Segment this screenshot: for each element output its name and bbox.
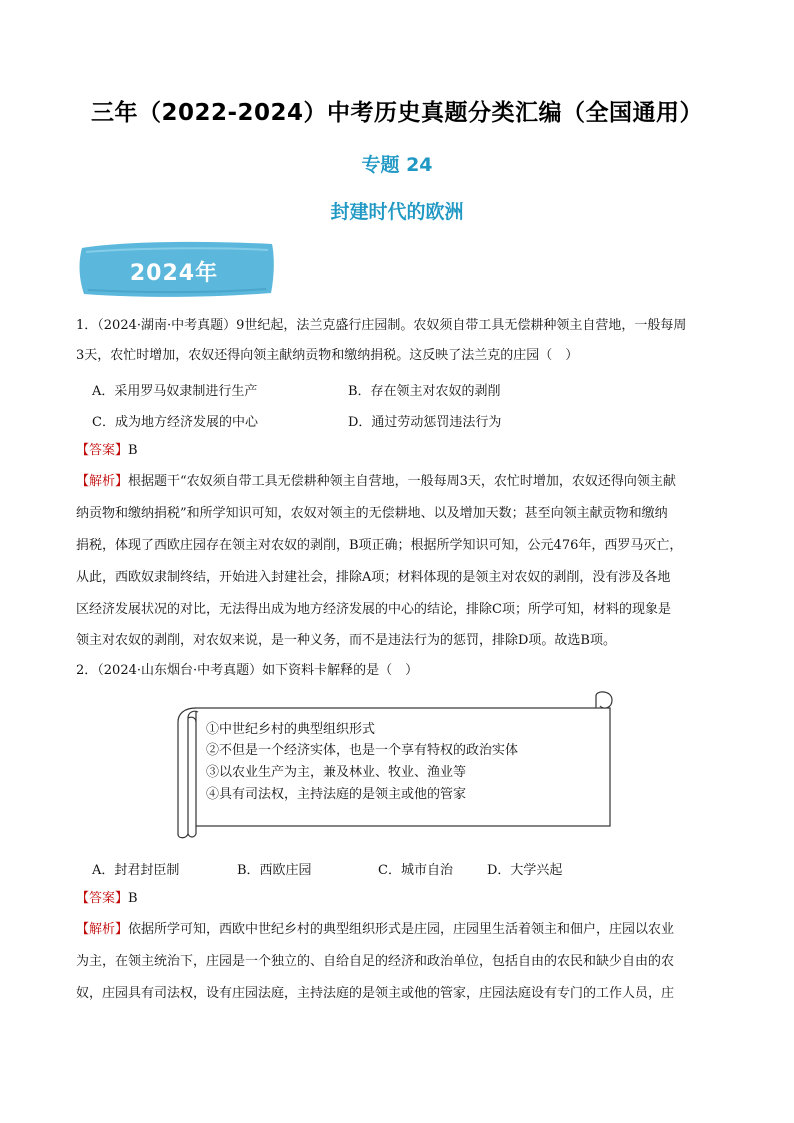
year-section-badge: [76, 238, 276, 300]
q1-analysis-line-6: 领主对农奴的剥削，对农奴来说，是一种义务，而不是违法行为的惩罚，排除D项。故选B项。: [76, 633, 616, 648]
q1-analysis-line-2: 纳贡物和缴纳捐税”和所学知识可知，农奴对领主的无偿耕地、以及增加天数；甚至向领主献贡物和缴纳: [76, 506, 668, 521]
q1-option-c: C．成为地方经济发展的中心: [92, 415, 258, 430]
q2-option-c: C．城市自治: [378, 863, 453, 878]
q1-stem-line-1: 1．（2024·湖南·中考真题）9世纪起，法兰克盛行庄园制。农奴须自带工具无偿耕种领主自营地，一般每周: [76, 318, 687, 333]
q2-answer-value: B: [128, 891, 138, 906]
q1-analysis-line-4: 从此，西欧奴隶制终结，开始进入封建社会，排除A项；材料体现的是领主对农奴的剥削，没有涉及各地: [76, 570, 671, 585]
q1-analysis-line-5: 区经济发展状况的对比，无法得出成为地方经济发展的中心的结论，排除C项；所学可知，材料的现象是: [76, 602, 671, 617]
info-card-scroll: [176, 688, 618, 840]
q2-analysis-line-2: 为主，在领主统治下，庄园是一个独立的、自给自足的经济和政治单位，包括自由的农民和缺少自由的农: [76, 954, 675, 969]
q2-option-a: A．封君封臣制: [92, 863, 180, 878]
card-item-3: ③以农业生产为主，兼及林业、牧业、渔业等: [206, 765, 467, 780]
q2-option-b: B．西欧庄园: [237, 863, 312, 878]
q1-answer-value: B: [128, 443, 138, 458]
q1-analysis-text-1: 根据题干“农奴须自带工具无偿耕种领主自营地，一般每周3天，农忙时增加，农奴还得向领主献: [128, 474, 676, 489]
q1-analysis-label: 【解析】: [76, 474, 129, 489]
q2-analysis-text-1: 依据所学可知，西欧中世纪乡村的典型组织形式是庄园，庄园里生活着领主和佃户，庄园以农业: [128, 922, 675, 937]
q1-stem-line-2: 3天，农忙时增加，农奴还得向领主献纳贡物和缴纳捐税。这反映了法兰克的庄园（ ）: [76, 348, 579, 363]
topic-name: 封建时代的欧洲: [330, 201, 464, 223]
year-badge-label: 2024年: [129, 261, 219, 286]
q2-analysis-label: 【解析】: [76, 922, 129, 937]
q2-analysis-line-1: [76, 920, 674, 940]
q1-analysis-line-1: [76, 472, 676, 492]
card-item-2: ②不但是一个经济实体，也是一个享有特权的政治实体: [206, 743, 519, 758]
q1-option-d: D．通过劳动惩罚违法行为: [348, 415, 502, 430]
q2-answer: [76, 889, 138, 909]
q2-answer-label: 【答案】: [76, 891, 129, 906]
q2-analysis-line-3: 奴，庄园具有司法权，设有庄园法庭，主持法庭的是领主或他的管家，庄园法庭设有专门的工作人员，庄: [76, 986, 675, 1001]
q2-stem: 2．（2024·山东烟台·中考真题）如下资料卡解释的是（ ）: [76, 663, 419, 678]
q1-option-b: B．存在领主对农奴的剥削: [348, 384, 501, 399]
q1-analysis-line-3: 捐税，体现了西欧庄园存在领主对农奴的剥削，B项正确；根据所学知识可知，公元476年，西罗马灭亡，: [76, 538, 683, 553]
topic-number: 专题 24: [361, 154, 433, 176]
card-item-4: ④具有司法权，主持法庭的是领主或他的管家: [206, 787, 467, 802]
q1-answer: [76, 441, 138, 461]
q1-answer-label: 【答案】: [76, 443, 129, 458]
document-title: 三年（2022-2024）中考历史真题分类汇编（全国通用）: [90, 100, 704, 126]
q2-option-d: D．大学兴起: [487, 863, 563, 878]
card-item-1: ①中世纪乡村的典型组织形式: [206, 722, 376, 737]
q1-option-a: A．采用罗马奴隶制进行生产: [92, 384, 258, 399]
